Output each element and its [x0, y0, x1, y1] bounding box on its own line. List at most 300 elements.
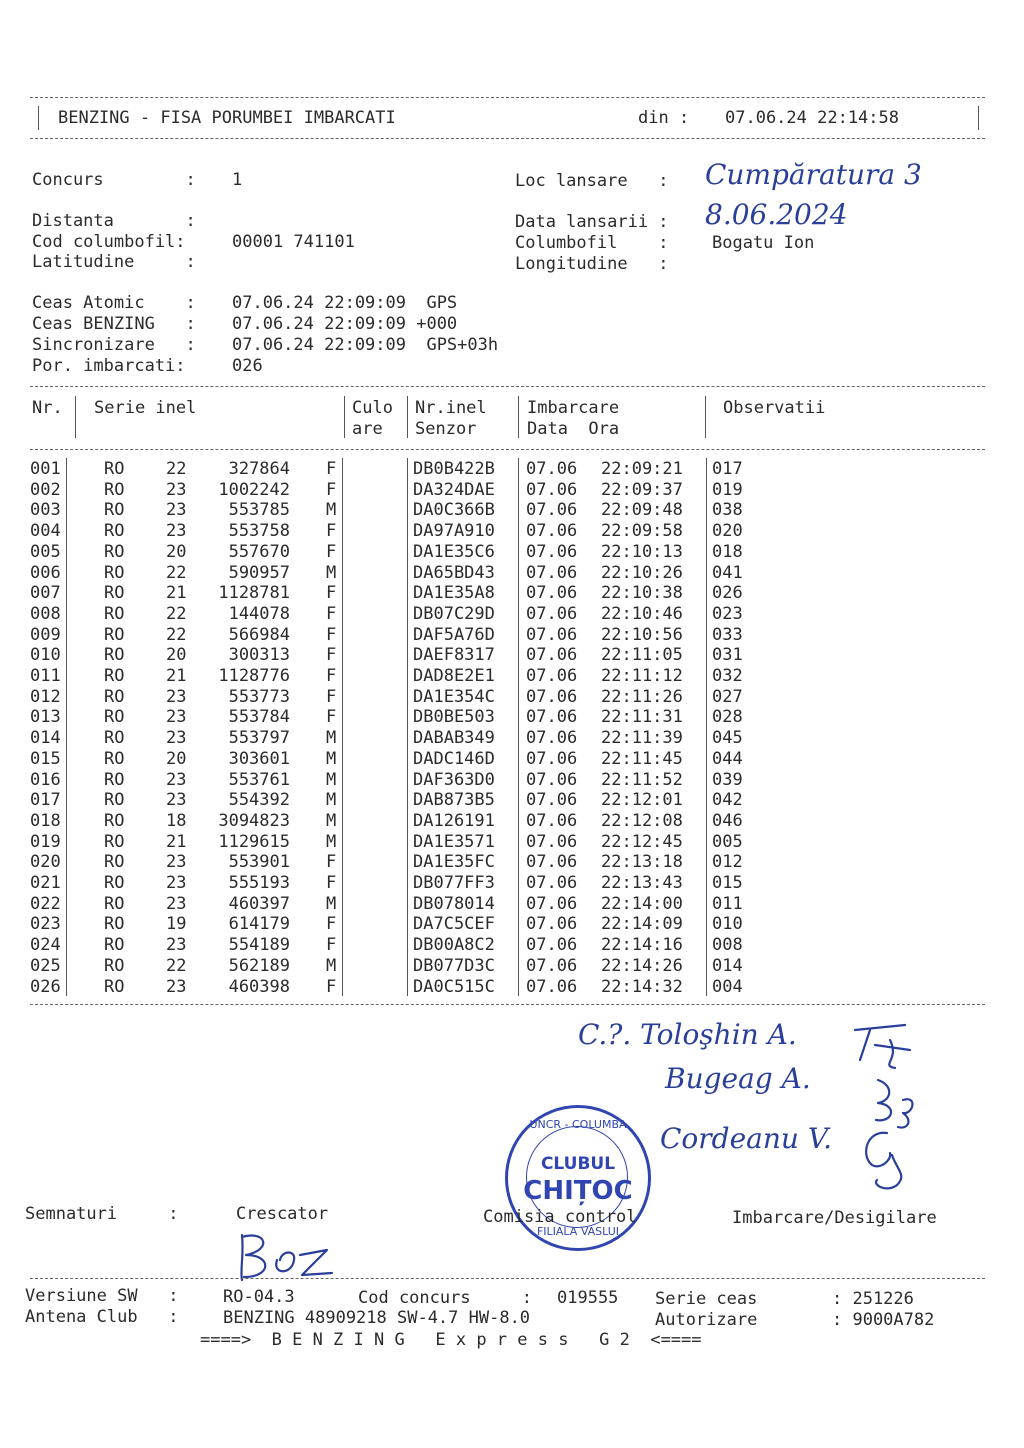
row-obs: 015 [712, 873, 743, 893]
versiune-sw-value: RO-04.3 [223, 1287, 295, 1307]
row-ora: 22:13:18 [601, 852, 683, 873]
row-inel: 1128776 [218, 666, 290, 686]
row-sex: M [326, 728, 337, 749]
row-sex: F [326, 603, 337, 624]
row-an: 22 [166, 624, 187, 645]
din-label: din : [638, 108, 690, 128]
row-nr: 018 [30, 810, 61, 831]
row-inel: 1002242 [218, 479, 290, 500]
row-ora: 22:14:32 [601, 976, 683, 997]
serie-ceas-label: Serie ceas [655, 1289, 758, 1309]
col-nrinel-header-1: Nr.inel [415, 398, 487, 418]
row-sex: M [326, 810, 337, 831]
loc-lansare-value: Cumpăratura 3 [705, 158, 922, 191]
row-inel: 460398 [228, 976, 290, 997]
row-inel: 553773 [228, 686, 290, 707]
row-an: 21 [166, 831, 187, 852]
stamp-line-1: CLUBUL [540, 1154, 616, 1174]
row-sex: F [326, 707, 337, 728]
row-senzor: DA126191 [413, 810, 495, 831]
row-inel: 553761 [228, 769, 290, 790]
header-sep-5 [705, 396, 706, 438]
row-data: 07.06 [526, 459, 578, 479]
row-nr: 022 [30, 893, 61, 914]
row-an: 23 [166, 728, 187, 749]
row-obs: 012 [712, 852, 743, 873]
table-row [0, 459, 1024, 479]
row-tara: RO [104, 624, 125, 645]
row-ora: 22:14:00 [601, 893, 683, 914]
row-obs: 023 [712, 603, 743, 624]
cod-columbofil-label: Cod columbofil: [32, 232, 186, 252]
table-row [0, 563, 1024, 583]
footer-top-dash [30, 1278, 985, 1279]
row-tara: RO [104, 707, 125, 728]
row-ora: 22:09:21 [601, 459, 683, 479]
table-row [0, 770, 1024, 790]
row-tara: RO [104, 976, 125, 997]
versiune-sw-label: Versiune SW : [25, 1286, 179, 1306]
col-culoare-header-1: Culo [352, 398, 393, 418]
row-an: 23 [166, 500, 187, 521]
row-sex: F [326, 479, 337, 500]
header-sep-2 [344, 396, 345, 438]
row-an: 22 [166, 603, 187, 624]
row-tara: RO [104, 748, 125, 769]
row-sex: M [326, 769, 337, 790]
row-nr: 021 [30, 873, 61, 893]
row-obs: 039 [712, 769, 743, 790]
latitudine-label: Latitudine : [32, 252, 196, 272]
header-right-border [978, 106, 979, 130]
comisia-control-label: Comisia control [483, 1207, 637, 1227]
row-obs: 011 [712, 893, 743, 914]
row-senzor: DA1E354C [413, 686, 495, 707]
row-an: 20 [166, 645, 187, 666]
row-obs: 017 [712, 459, 743, 479]
row-nr: 012 [30, 686, 61, 707]
row-tara: RO [104, 873, 125, 893]
row-inel: 460397 [228, 893, 290, 914]
loc-lansare-label: Loc lansare : [515, 171, 669, 191]
table-row [0, 956, 1024, 976]
row-senzor: DA1E35A8 [413, 583, 495, 604]
row-data: 07.06 [526, 500, 578, 521]
row-tara: RO [104, 810, 125, 831]
table-row [0, 625, 1024, 645]
row-data: 07.06 [526, 707, 578, 728]
row-data: 07.06 [526, 873, 578, 893]
table-row [0, 935, 1024, 955]
row-obs: 010 [712, 914, 743, 935]
body-sep-3 [407, 458, 408, 996]
row-ora: 22:14:16 [601, 935, 683, 956]
row-data: 07.06 [526, 769, 578, 790]
row-nr: 026 [30, 976, 61, 997]
signature-1-icon [850, 1020, 920, 1070]
row-ora: 22:11:52 [601, 769, 683, 790]
row-an: 23 [166, 686, 187, 707]
ceas-benzing-value: 07.06.24 22:09:09 +000 [232, 314, 458, 334]
row-tara: RO [104, 500, 125, 521]
header-sep-1 [75, 396, 76, 438]
row-nr: 007 [30, 583, 61, 604]
row-sex: M [326, 831, 337, 852]
cod-columbofil-value: 00001 741101 [232, 232, 355, 252]
row-senzor: DB07C29D [413, 603, 495, 624]
table-row [0, 749, 1024, 769]
row-an: 23 [166, 790, 187, 811]
imbarcare-desigilare-label: Imbarcare/Desigilare [732, 1208, 937, 1228]
row-ora: 22:12:08 [601, 810, 683, 831]
row-inel: 327864 [228, 459, 290, 479]
row-tara: RO [104, 521, 125, 542]
row-senzor: DA7C5CEF [413, 914, 495, 935]
table-row [0, 852, 1024, 872]
row-sex: M [326, 500, 337, 521]
crescator-signature-icon [232, 1225, 342, 1285]
columbofil-label: Columbofil : [515, 233, 669, 253]
row-inel: 1128781 [218, 583, 290, 604]
row-data: 07.06 [526, 748, 578, 769]
antena-club-value: BENZING 48909218 SW-4.7 HW-8.0 [223, 1308, 531, 1328]
row-sex: F [326, 976, 337, 997]
row-senzor: DADC146D [413, 748, 495, 769]
table-row [0, 666, 1024, 686]
stamp-ring-bottom: FILIALA VASLUI [536, 1225, 620, 1238]
ceas-benzing-label: Ceas BENZING : [32, 314, 196, 334]
row-obs: 033 [712, 624, 743, 645]
row-sex: F [326, 541, 337, 562]
row-nr: 020 [30, 852, 61, 873]
row-obs: 046 [712, 810, 743, 831]
row-tara: RO [104, 831, 125, 852]
row-nr: 008 [30, 603, 61, 624]
col-observatii-header: Observatii [723, 398, 826, 418]
row-data: 07.06 [526, 810, 578, 831]
row-tara: RO [104, 562, 125, 583]
row-data: 07.06 [526, 541, 578, 562]
row-data: 07.06 [526, 914, 578, 935]
col-imbarcare-header-2: Data Ora [527, 419, 620, 439]
row-ora: 22:11:45 [601, 748, 683, 769]
row-data: 07.06 [526, 686, 578, 707]
row-sex: F [326, 583, 337, 604]
row-senzor: DA1E35FC [413, 852, 495, 873]
row-ora: 22:13:43 [601, 873, 683, 893]
row-tara: RO [104, 790, 125, 811]
concurs-value: 1 [232, 170, 243, 190]
row-obs: 019 [712, 479, 743, 500]
table-row [0, 832, 1024, 852]
row-inel: 614179 [228, 914, 290, 935]
row-nr: 001 [30, 459, 61, 479]
row-obs: 038 [712, 500, 743, 521]
row-ora: 22:11:26 [601, 686, 683, 707]
row-an: 22 [166, 562, 187, 583]
row-sex: F [326, 666, 337, 686]
cod-concurs-value: 019555 [557, 1288, 619, 1308]
row-inel: 553784 [228, 707, 290, 728]
row-sex: F [326, 914, 337, 935]
row-an: 23 [166, 707, 187, 728]
row-nr: 014 [30, 728, 61, 749]
row-inel: 554189 [228, 935, 290, 956]
row-data: 07.06 [526, 935, 578, 956]
row-an: 21 [166, 666, 187, 686]
row-nr: 025 [30, 955, 61, 976]
row-nr: 013 [30, 707, 61, 728]
body-sep-5 [706, 458, 707, 996]
row-sex: F [326, 521, 337, 542]
data-lansarii-value: 8.06.2024 [705, 198, 848, 231]
row-tara: RO [104, 686, 125, 707]
data-lansarii-label: Data lansarii : [515, 212, 669, 232]
row-an: 23 [166, 873, 187, 893]
header-sep-3 [407, 396, 408, 438]
row-data: 07.06 [526, 479, 578, 500]
header-top-dash [30, 97, 985, 98]
row-nr: 017 [30, 790, 61, 811]
row-senzor: DABAB349 [413, 728, 495, 749]
longitudine-label: Longitudine : [515, 254, 669, 274]
signature-2-icon [868, 1075, 928, 1130]
row-senzor: DB078014 [413, 893, 495, 914]
por-imbarcati-label: Por. imbarcati: [32, 356, 186, 376]
row-ora: 22:09:48 [601, 500, 683, 521]
row-an: 23 [166, 893, 187, 914]
row-data: 07.06 [526, 728, 578, 749]
cod-concurs-label: Cod concurs : [358, 1288, 532, 1308]
row-inel: 562189 [228, 955, 290, 976]
row-sex: M [326, 893, 337, 914]
row-senzor: DAEF8317 [413, 645, 495, 666]
row-inel: 553785 [228, 500, 290, 521]
row-sex: F [326, 459, 337, 479]
col-serie-header: Serie inel [94, 398, 197, 418]
club-stamp [505, 1105, 651, 1251]
row-ora: 22:11:12 [601, 666, 683, 686]
row-senzor: DAF5A76D [413, 624, 495, 645]
table-row [0, 707, 1024, 727]
row-inel: 554392 [228, 790, 290, 811]
serie-ceas-value: : 251226 [832, 1289, 914, 1309]
signature-3-icon [852, 1125, 922, 1195]
row-data: 07.06 [526, 955, 578, 976]
table-top-dash [30, 386, 985, 387]
row-obs: 020 [712, 521, 743, 542]
row-data: 07.06 [526, 790, 578, 811]
row-tara: RO [104, 645, 125, 666]
row-tara: RO [104, 728, 125, 749]
row-obs: 018 [712, 541, 743, 562]
row-obs: 044 [712, 748, 743, 769]
row-ora: 22:10:56 [601, 624, 683, 645]
columbofil-value: Bogatu Ion [712, 233, 815, 253]
table-row [0, 542, 1024, 562]
autorizare-label: Autorizare [655, 1310, 758, 1330]
row-nr: 016 [30, 769, 61, 790]
row-tara: RO [104, 935, 125, 956]
row-nr: 011 [30, 666, 61, 686]
row-an: 23 [166, 976, 187, 997]
benzing-express-banner: ====> B E N Z I N G E x p r e s s G 2 <==== [200, 1330, 702, 1350]
row-senzor: DAD8E2E1 [413, 666, 495, 686]
row-ora: 22:10:46 [601, 603, 683, 624]
col-imbarcare-header-1: Imbarcare [527, 398, 620, 418]
row-ora: 22:11:31 [601, 707, 683, 728]
row-an: 21 [166, 583, 187, 604]
col-nrinel-header-2: Senzor [415, 419, 477, 439]
row-data: 07.06 [526, 583, 578, 604]
row-obs: 008 [712, 935, 743, 956]
row-tara: RO [104, 914, 125, 935]
row-senzor: DA1E35C6 [413, 541, 495, 562]
row-obs: 026 [712, 583, 743, 604]
table-row [0, 790, 1024, 810]
header-sep-4 [518, 396, 519, 438]
din-value: 07.06.24 22:14:58 [725, 108, 899, 128]
row-senzor: DB077FF3 [413, 873, 495, 893]
row-senzor: DB0BE503 [413, 707, 495, 728]
row-ora: 22:12:01 [601, 790, 683, 811]
row-ora: 22:10:38 [601, 583, 683, 604]
row-tara: RO [104, 769, 125, 790]
row-an: 23 [166, 935, 187, 956]
row-ora: 22:11:05 [601, 645, 683, 666]
row-an: 22 [166, 955, 187, 976]
row-ora: 22:09:58 [601, 521, 683, 542]
table-row [0, 583, 1024, 603]
body-sep-1 [66, 458, 67, 996]
row-senzor: DA0C515C [413, 976, 495, 997]
row-nr: 002 [30, 479, 61, 500]
table-row [0, 977, 1024, 997]
header-bottom-dash [30, 138, 985, 139]
table-row [0, 914, 1024, 934]
row-an: 23 [166, 852, 187, 873]
row-senzor: DB0B422B [413, 459, 495, 479]
row-an: 19 [166, 914, 187, 935]
row-senzor: DAB873B5 [413, 790, 495, 811]
table-row [0, 873, 1024, 893]
row-nr: 010 [30, 645, 61, 666]
row-senzor: DA324DAE [413, 479, 495, 500]
row-nr: 005 [30, 541, 61, 562]
row-data: 07.06 [526, 521, 578, 542]
row-obs: 005 [712, 831, 743, 852]
row-ora: 22:09:37 [601, 479, 683, 500]
row-tara: RO [104, 852, 125, 873]
row-sex: M [326, 562, 337, 583]
row-nr: 004 [30, 521, 61, 542]
table-row [0, 500, 1024, 520]
row-data: 07.06 [526, 666, 578, 686]
row-nr: 023 [30, 914, 61, 935]
row-an: 23 [166, 479, 187, 500]
row-inel: 590957 [228, 562, 290, 583]
stamp-ring-top: UNCR - COLUMBA [529, 1118, 627, 1131]
stamp-line-2: CHIȚOC [523, 1176, 633, 1206]
row-senzor: DA65BD43 [413, 562, 495, 583]
row-inel: 555193 [228, 873, 290, 893]
row-sex: M [326, 748, 337, 769]
row-senzor: DAF363D0 [413, 769, 495, 790]
row-obs: 028 [712, 707, 743, 728]
row-tara: RO [104, 893, 125, 914]
row-an: 20 [166, 541, 187, 562]
row-ora: 22:10:13 [601, 541, 683, 562]
row-an: 23 [166, 769, 187, 790]
row-obs: 014 [712, 955, 743, 976]
row-data: 07.06 [526, 645, 578, 666]
row-sex: M [326, 955, 337, 976]
distanta-label: Distanta : [32, 211, 196, 231]
antena-club-label: Antena Club : [25, 1307, 179, 1327]
row-ora: 22:12:45 [601, 831, 683, 852]
table-bottom-dash [30, 1004, 985, 1005]
row-nr: 003 [30, 500, 61, 521]
row-sex: F [326, 873, 337, 893]
row-an: 20 [166, 748, 187, 769]
row-sex: F [326, 852, 337, 873]
row-obs: 004 [712, 976, 743, 997]
row-senzor: DB00A8C2 [413, 935, 495, 956]
table-row [0, 604, 1024, 624]
row-inel: 553901 [228, 852, 290, 873]
row-inel: 1129615 [218, 831, 290, 852]
row-data: 07.06 [526, 562, 578, 583]
commission-member-2: Bugeag A. [665, 1062, 811, 1095]
row-ora: 22:14:09 [601, 914, 683, 935]
row-inel: 3094823 [218, 810, 290, 831]
commission-member-1: C.?. Toloşhin A. [578, 1018, 797, 1051]
row-senzor: DA1E3571 [413, 831, 495, 852]
table-row [0, 728, 1024, 748]
row-obs: 042 [712, 790, 743, 811]
row-data: 07.06 [526, 852, 578, 873]
row-obs: 027 [712, 686, 743, 707]
por-imbarcati-value: 026 [232, 356, 263, 376]
row-obs: 045 [712, 728, 743, 749]
row-inel: 303601 [228, 748, 290, 769]
header-left-border [38, 106, 39, 130]
row-an: 22 [166, 459, 187, 479]
row-data: 07.06 [526, 603, 578, 624]
ceas-atomic-value: 07.06.24 22:09:09 GPS [232, 293, 458, 313]
row-tara: RO [104, 603, 125, 624]
row-nr: 015 [30, 748, 61, 769]
table-header-bottom-dash [30, 449, 985, 450]
table-row [0, 811, 1024, 831]
row-an: 23 [166, 521, 187, 542]
row-nr: 009 [30, 624, 61, 645]
body-sep-2 [342, 458, 343, 996]
table-row [0, 645, 1024, 665]
row-tara: RO [104, 541, 125, 562]
row-an: 18 [166, 810, 187, 831]
body-sep-4 [518, 458, 519, 996]
row-tara: RO [104, 459, 125, 479]
row-data: 07.06 [526, 976, 578, 997]
sincronizare-value: 07.06.24 22:09:09 GPS+03h [232, 335, 499, 355]
row-data: 07.06 [526, 831, 578, 852]
table-row [0, 687, 1024, 707]
row-obs: 031 [712, 645, 743, 666]
row-data: 07.06 [526, 624, 578, 645]
document-title: BENZING - FISA PORUMBEI IMBARCATI [58, 108, 396, 128]
row-tara: RO [104, 666, 125, 686]
